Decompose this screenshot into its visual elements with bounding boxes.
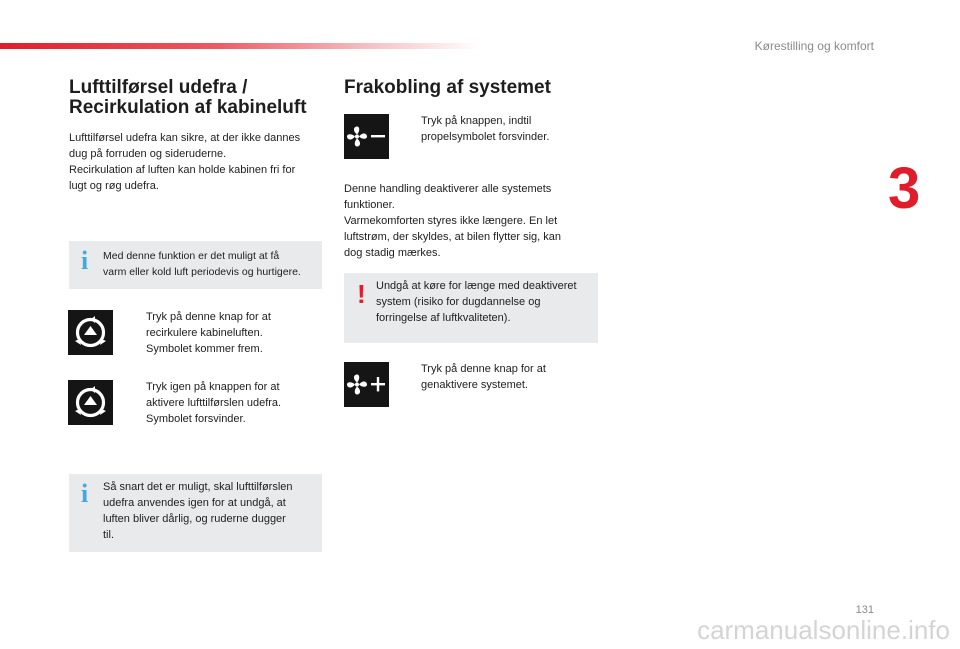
left-intro-text	[69, 130, 327, 194]
warn-line-3: forringelse af luftkvaliteten).	[376, 312, 511, 324]
info1-line-1: Med denne funktion er det muligt at få	[103, 250, 280, 262]
step2-line-3: Symbolet forsvinder.	[146, 413, 246, 425]
fan-minus-button-icon	[344, 114, 389, 159]
warning-icon: !	[357, 279, 366, 309]
info2-line-2: udefra anvendes igen for at undgå, at	[103, 497, 286, 509]
warn-line-2: system (risiko for dugdannelse og	[376, 296, 541, 308]
info2-line-4: til.	[103, 529, 114, 541]
info2-line-1: Så snart det er muligt, skal lufttilførslen	[103, 481, 293, 493]
intro-line-3: Recirkulation af luften kan holde kabinen fri for	[69, 164, 296, 176]
right-body-line-1: Denne handling deaktiverer alle systemets	[344, 183, 552, 195]
recirculation-button-icon	[68, 310, 113, 355]
step2-line-1: Tryk igen på knappen for at	[146, 381, 280, 393]
step1-line-3: Symbolet kommer frem.	[146, 343, 263, 355]
recirculation-icon	[68, 310, 113, 355]
step-enable	[399, 361, 599, 393]
info2-line-3: luften bliver dårlig, og ruderne dugger	[103, 513, 286, 525]
fan-minus-icon	[344, 114, 389, 159]
step1-line-1: Tryk på denne knap for at	[146, 311, 271, 323]
recirculation-button-icon-2	[68, 380, 113, 425]
info-icon: i	[81, 479, 89, 508]
info-box-outside-air	[69, 474, 322, 552]
right-body-text	[344, 181, 594, 261]
step-disable	[399, 113, 599, 145]
right-body-line-3: Varmekomforten styres ikke længere. En let	[344, 215, 558, 227]
left-title-line-1: Lufttilførsel udefra /	[69, 77, 248, 98]
intro-line-1: Lufttilførsel udefra kan sikre, at der ikke dannes	[69, 132, 301, 144]
right-step1-line-1: Tryk på knappen, indtil	[421, 115, 532, 127]
right-title-text: Frakobling af systemet	[344, 77, 551, 98]
info1-line-2: varm eller kold luft periodevis og hurtigere.	[103, 266, 301, 278]
recirculation-icon	[68, 380, 113, 425]
step2-line-2: aktivere lufttilførslen udefra.	[146, 397, 282, 409]
warn-line-1: Undgå at køre for længe med deaktiveret	[376, 280, 577, 292]
left-section-title	[69, 78, 329, 118]
section-header: Kørestilling og komfort	[754, 39, 874, 53]
right-step1-line-2: propelsymbolet forsvinder.	[421, 131, 550, 143]
right-body-line-5: dog stadig mærkes.	[344, 247, 441, 259]
header-color-bar	[0, 43, 480, 49]
step1-line-2: recirkulere kabineluften.	[146, 327, 263, 339]
right-body-line-4: luftstrøm, der skyldes, at bilen flytter sig, kan	[344, 231, 562, 243]
info-icon: i	[81, 246, 89, 275]
info-box-periodic-air	[69, 241, 322, 289]
right-step2-line-1: Tryk på denne knap for at	[421, 363, 546, 375]
right-section-title	[344, 78, 604, 98]
right-body-line-2: funktioner.	[344, 199, 395, 211]
warning-box	[344, 273, 598, 343]
watermark: carmanualsonline.info	[697, 615, 950, 645]
fan-plus-button-icon	[344, 362, 389, 407]
right-step2-line-2: genaktivere systemet.	[421, 379, 528, 391]
intro-line-2: dug på forruden og sideruderne.	[69, 148, 227, 160]
page-number: 131	[855, 604, 874, 616]
chapter-number: 3	[888, 156, 921, 221]
fan-plus-icon	[344, 362, 389, 407]
intro-line-4: lugt og røg udefra.	[69, 180, 159, 192]
left-title-line-2: Recirkulation af kabineluft	[69, 97, 307, 118]
step-outside-air	[124, 379, 324, 427]
step-recirculate	[124, 309, 324, 357]
